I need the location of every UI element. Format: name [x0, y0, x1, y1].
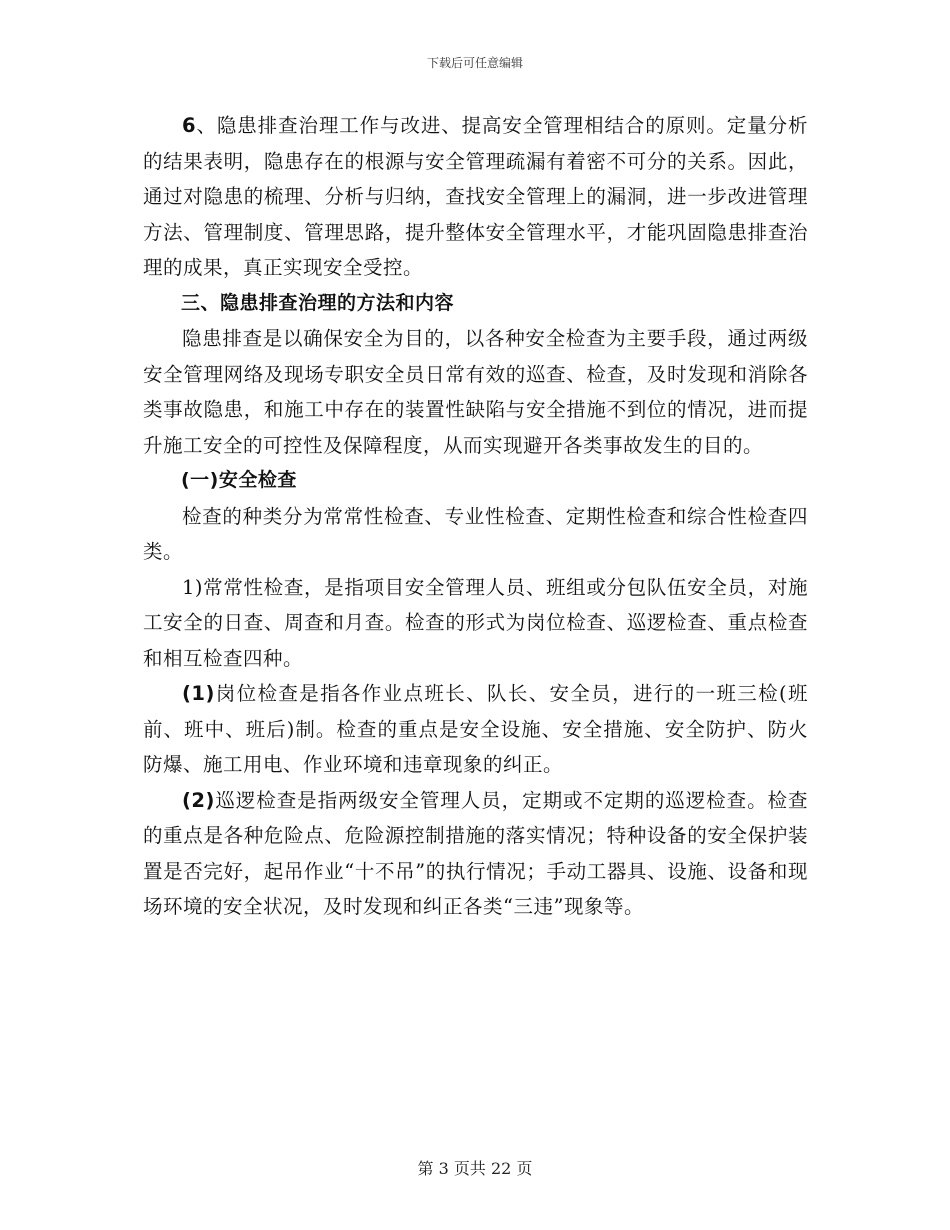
- page-header: 下载后可任意编辑: [426, 56, 523, 70]
- item-text: 岗位检查是指各作业点班长、队长、安全员，进行的一班三检(班前、班中、班后)制。检查的重点是安全设施、安全措施、安全防护、防火防爆、施工用电、作业环境和违章现象的纠正。: [143, 682, 808, 776]
- item-text: 巡逻检查是指两级安全管理人员，定期或不定期的巡逻检查。检查的重点是各种危险点、危险源控制措施的落实情况；特种设备的安全保护装置是否完好，起吊作业“十不吊”的执行情况；手动工器具、设施、设备和现场环境的安全状况，及时发现和纠正各类“三违”现象等。: [143, 788, 808, 918]
- paragraph-post-inspection: [143, 676, 808, 783]
- document-body: [143, 108, 808, 925]
- paragraph-routine-inspection: 1)常常性检查，是指项目安全管理人员、班组或分包队伍安全员，对施工安全的日查、周查和月查。检查的形式为岗位检查、巡逻检查、重点检查和相互检查四种。: [143, 575, 808, 670]
- paragraph-inspection-types: 检查的种类分为常常性检查、专业性检查、定期性检查和综合性检查四类。: [143, 504, 808, 563]
- item-number: (1): [182, 682, 215, 705]
- paragraph-number: 6: [182, 114, 197, 137]
- paragraph-hazard-inspection: 隐患排查是以确保安全为目的，以各种安全检查为主要手段，通过两级安全管理网络及现场专职安全员日常有效的巡查、检查，及时发现和消除各类事故隐患，和施工中存在的装置性缺陷与安全措施不到位的情况，进而提升施工安全的可控性及保障程度，从而实现避开各类事故发生的目的。: [143, 327, 808, 457]
- paragraph-patrol-inspection: [143, 783, 808, 925]
- paragraph-principle-6: [143, 108, 808, 286]
- item-number: (2): [182, 788, 215, 812]
- section-heading-3: 三、隐患排查治理的方法和内容: [181, 291, 455, 314]
- paragraph-text: 、隐患排查治理工作与改进、提高安全管理相结合的原则。定量分析的结果表明，隐患存在的根源与安全管理疏漏有着密不可分的关系。因此，通过对隐患的梳理、分析与归纳，查找安全管理上的漏洞，进一步改进管理方法、管理制度、管理思路，提升整体安全管理水平，才能巩固隐患排查治理的成果，真正实现安全受控。: [143, 114, 808, 279]
- subsection-heading-1: (一)安全检查: [181, 469, 297, 491]
- page-footer: 第 3 页共 22 页: [417, 1159, 533, 1178]
